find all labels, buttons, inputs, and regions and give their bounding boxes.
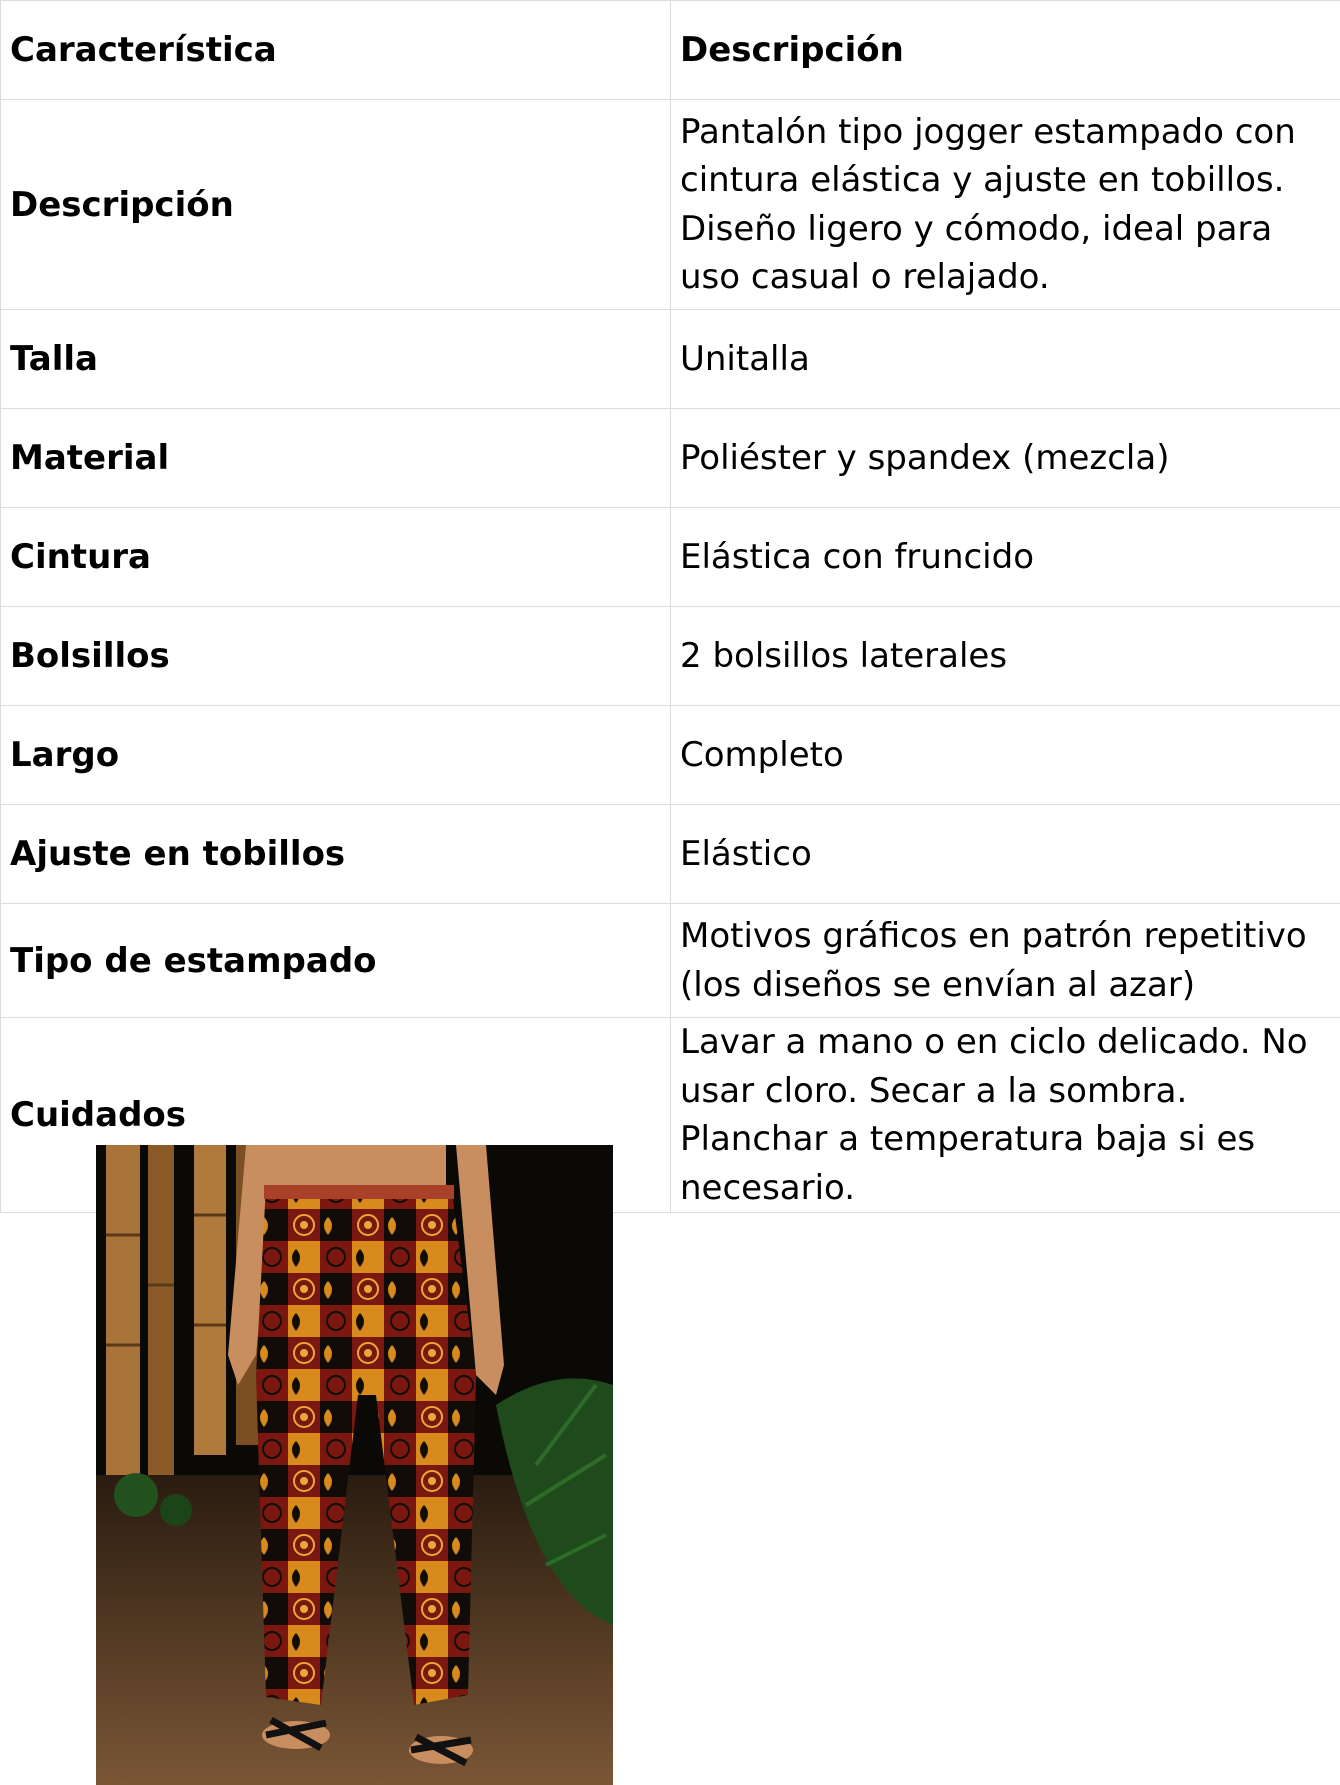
row-key: Tipo de estampado <box>1 904 671 1018</box>
product-photo <box>96 1145 613 1785</box>
table-row <box>1 706 1340 805</box>
header-description: Descripción <box>671 1 1340 100</box>
row-key: Talla <box>1 310 671 409</box>
table-row <box>1 100 1340 310</box>
row-value: Pantalón tipo jogger estampado con cintura elástica y ajuste en tobillos. Diseño ligero y cómodo, ideal para uso casual o relajado. <box>671 100 1340 310</box>
row-value: Motivos gráficos en patrón repetitivo (los diseños se envían al azar) <box>671 904 1340 1018</box>
header-feature: Característica <box>1 1 671 100</box>
row-key: Descripción <box>1 100 671 310</box>
table-row <box>1 805 1340 904</box>
row-value: Poliéster y spandex (mezcla) <box>671 409 1340 508</box>
table-row <box>1 904 1340 1018</box>
row-key: Bolsillos <box>1 607 671 706</box>
table-row <box>1 607 1340 706</box>
row-value: 2 bolsillos laterales <box>671 607 1340 706</box>
row-key: Material <box>1 409 671 508</box>
row-key: Cintura <box>1 508 671 607</box>
row-value: Lavar a mano o en ciclo delicado. No usar cloro. Secar a la sombra. Planchar a temperatura baja si es necesario. <box>671 1018 1340 1213</box>
table-row <box>1 409 1340 508</box>
row-value: Completo <box>671 706 1340 805</box>
row-value: Unitalla <box>671 310 1340 409</box>
row-key: Largo <box>1 706 671 805</box>
row-value: Elástica con fruncido <box>671 508 1340 607</box>
table-row <box>1 508 1340 607</box>
waist-skin <box>271 1145 446 1185</box>
row-value: Elástico <box>671 805 1340 904</box>
row-key: Cuidados <box>1 1018 671 1213</box>
table-row <box>1 310 1340 409</box>
table-header-row <box>1 1 1340 100</box>
row-key: Ajuste en tobillos <box>1 805 671 904</box>
